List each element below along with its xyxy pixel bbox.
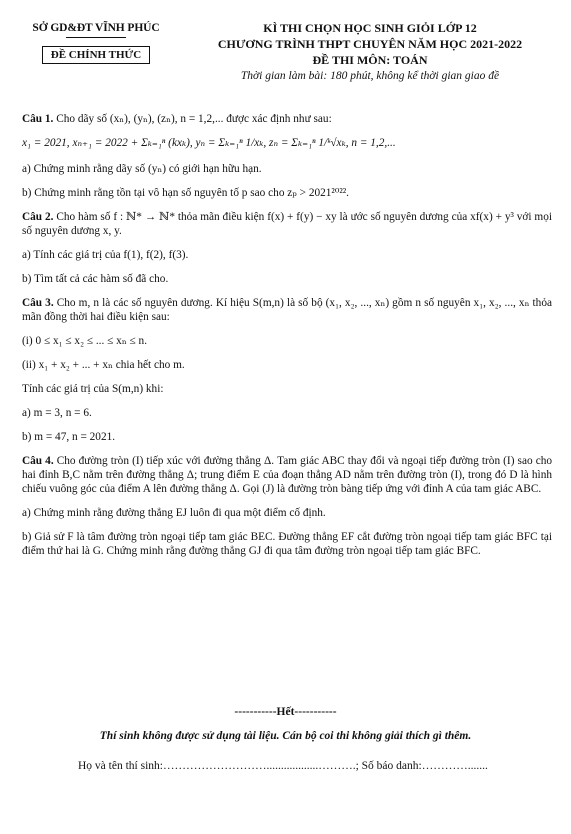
question-4-part-a: a) Chứng minh rằng đường thẳng EJ luôn đi qua một điểm cố định. (22, 507, 326, 519)
question-1-part-b: b) Chứng minh rằng tồn tại vô hạn số nguyên tố p sao cho zₚ > 2021²⁰²². (22, 187, 349, 199)
candidate-fill-line: Họ và tên thí sinh:………………………..................……….; Số báo danh:…………....... (78, 760, 488, 772)
header-right (190, 20, 550, 84)
question-2-part-b: b) Tìm tất cả các hàm số đã cho. (22, 273, 169, 285)
question-4-label: Câu 4. (22, 455, 54, 467)
exam-content (22, 112, 552, 568)
question-2-part-a: a) Tính các giá trị của f(1), f(2), f(3). (22, 249, 189, 261)
end-marker: -----------Hết----------- (234, 706, 337, 718)
question-3-condition-1: (i) 0 ≤ x₁ ≤ x₂ ≤ ... ≤ xₙ ≤ n. (22, 335, 148, 347)
question-2-label: Câu 2. (22, 211, 54, 223)
question-3-intro: Cho m, n là các số nguyên dương. Kí hiệu S(m,n) là số bộ (x₁, x₂, ..., xₙ) gồm n số nguyên x₁, x₂, ..., xₙ thỏa mãn đồng thời hai điều kiện sau: (22, 297, 552, 323)
official-label: ĐỀ CHÍNH THỨC (42, 46, 150, 64)
question-1-part-a: a) Chứng minh rằng dãy số (yₙ) có giới hạn hữu hạn. (22, 163, 262, 175)
exam-subject: ĐỀ THI MÔN: TOÁN (312, 53, 428, 67)
exam-title: KÌ THI CHỌN HỌC SINH GIỎI LỚP 12 (263, 21, 477, 35)
question-2 (22, 210, 552, 238)
question-1-intro: Cho dãy số (xₙ), (yₙ), (zₙ), n = 1,2,... được xác định như sau: (53, 113, 332, 125)
header-left (26, 22, 166, 64)
department-underline (66, 37, 126, 38)
question-2-intro: Cho hàm số f : ℕ* → ℕ* thỏa mãn điều kiện f(x) + f(y) − xy là ước số nguyên dương của xf(x) + y³ với mọi số nguyên dương x, y. (22, 211, 552, 237)
question-4-intro: Cho đường tròn (I) tiếp xúc với đường thẳng Δ. Tam giác ABC thay đổi và ngoại tiếp đường tròn (I) sao cho hai đỉnh B,C nằm trên đường thẳng Δ; trung điểm E của đoạn thẳng AD nằm trên đường tròn (I), trong đó D là hình chiếu vuông góc của điểm A lên đường thẳng Δ. Gọi (J) là đường tròn bàng tiếp ứng với đỉnh A của tam giác ABC. (22, 455, 552, 495)
question-3-condition-2: (ii) x₁ + x₂ + ... + xₙ chia hết cho m. (22, 359, 185, 371)
question-3-label: Câu 3. (22, 297, 54, 309)
question-3-ask: Tính các giá trị của S(m,n) khi: (22, 383, 164, 395)
question-4-part-b: b) Giả sử F là tâm đường tròn ngoại tiếp tam giác BEC. Đường thẳng EF cắt đường tròn ngoại tiếp tam giác BFC tại điểm thứ hai là G. Chứng minh rằng đường thẳng GJ đi qua tâm đường tròn ngoại tiếp tam giác BFC. (22, 531, 552, 557)
exam-time: Thời gian làm bài: 180 phút, không kể thời gian giao đề (240, 70, 500, 82)
question-3 (22, 296, 552, 324)
question-1-label: Câu 1. (22, 113, 54, 125)
question-1-formula: x₁ = 2021, xₙ₊₁ = 2022 + Σₖ₌₁ⁿ (kxₖ), yₙ = Σₖ₌₁ⁿ 1/xₖ, zₙ = Σₖ₌₁ⁿ 1/ᵏ√xₖ, n = 1,2,... (22, 137, 396, 149)
exam-program: CHƯƠNG TRÌNH THPT CHUYÊN NĂM HỌC 2021-2022 (217, 37, 523, 51)
question-3-part-b: b) m = 47, n = 2021. (22, 431, 116, 443)
exam-note: Thí sinh không được sử dụng tài liệu. Cán bộ coi thi không giải thích gì thêm. (99, 730, 472, 742)
department-name: SỞ GD&ĐT VĨNH PHÚC (32, 22, 160, 34)
question-4 (22, 454, 552, 496)
question-1 (22, 112, 552, 126)
question-3-part-a: a) m = 3, n = 6. (22, 407, 92, 419)
